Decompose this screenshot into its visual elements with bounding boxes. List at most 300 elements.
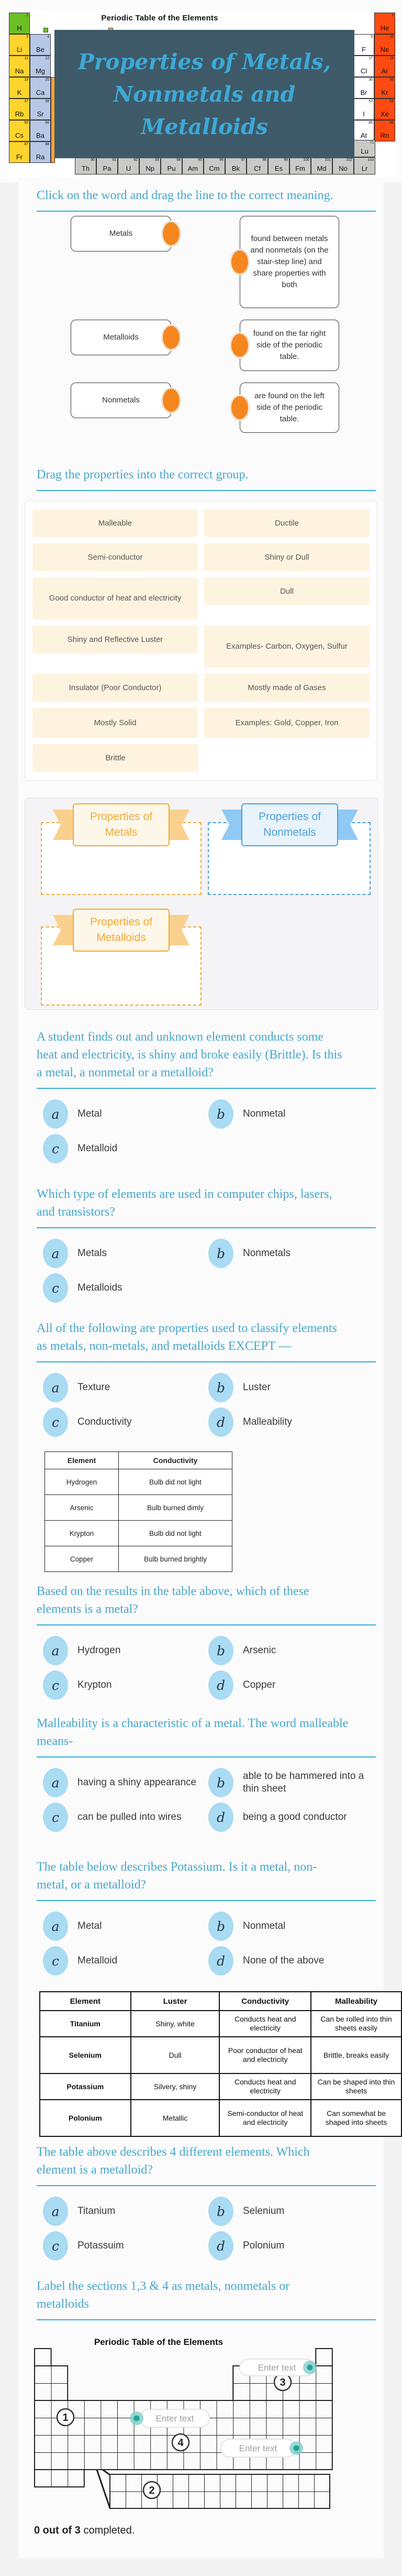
option-b[interactable] — [208, 1912, 376, 1941]
element-number: 53 — [368, 100, 373, 103]
element-number: 103 — [367, 158, 374, 162]
drag-tile[interactable]: Good conductor of heat and electricity — [32, 577, 198, 619]
element-cell-At — [353, 120, 374, 141]
option-label: Luster — [243, 1382, 271, 1393]
drag-instruction-block — [37, 466, 376, 491]
drag-tiles-card — [25, 500, 377, 781]
element-number: 98 — [262, 158, 266, 162]
matching-instruction-block — [37, 187, 376, 212]
question-7 — [37, 2143, 376, 2261]
element-symbol: Kr — [381, 89, 388, 96]
drag-tile[interactable]: Semi-conductor — [32, 543, 198, 571]
element-symbol: Cm — [209, 165, 220, 172]
option-letter-circle[interactable]: a — [43, 1912, 68, 1941]
option-letter-circle[interactable]: d — [208, 1407, 233, 1437]
ribbon-label-line2: Nonmetals — [263, 826, 316, 838]
option-label: able to be hammered into a thin sheet — [243, 1771, 364, 1794]
tile-row — [32, 626, 370, 668]
match-term-metals[interactable]: Metals — [71, 216, 171, 252]
option-b[interactable] — [208, 1636, 376, 1665]
option-b[interactable] — [208, 1373, 376, 1402]
table-cell: Can be shaped into thin sheets — [311, 2073, 401, 2100]
option-d[interactable] — [208, 2231, 376, 2261]
drag-tile[interactable]: Shiny or Dull — [204, 543, 370, 571]
option-d[interactable] — [208, 1671, 376, 1700]
column-header: Element — [45, 1452, 119, 1469]
divider — [37, 1227, 376, 1228]
element-symbol: Lr — [361, 165, 368, 172]
diagram-grid-block — [35, 2349, 51, 2366]
element-cell-Ne — [374, 34, 395, 56]
element-number: 38 — [45, 100, 49, 103]
table-row — [45, 1521, 232, 1546]
column-header: Conductivity — [119, 1452, 232, 1469]
option-letter-circle[interactable]: b — [208, 1099, 233, 1129]
divider — [37, 1361, 376, 1362]
option-label: having a shiny appearance — [77, 1777, 197, 1788]
element-symbol: Ar — [381, 67, 388, 75]
option-b[interactable] — [208, 1239, 376, 1268]
option-label: Conductivity — [77, 1416, 132, 1427]
table-row — [40, 2011, 401, 2037]
table-cell: Bulb did not light — [119, 1521, 232, 1546]
element-cell-Kr — [374, 77, 395, 99]
drag-tile[interactable]: Dull — [204, 577, 370, 605]
option-c[interactable] — [43, 1273, 208, 1303]
table-row — [40, 2037, 401, 2073]
label-input-placeholder: Enter text — [155, 2414, 194, 2424]
element-symbol: Mg — [35, 67, 46, 75]
overlay-title-line2: Nonmetals and — [113, 81, 296, 107]
element-symbol: Lu — [361, 147, 368, 155]
drag-tile[interactable]: Mostly made of Gases — [204, 674, 370, 702]
element-number: 97 — [241, 158, 245, 162]
question-text-line: elements is a metal? — [37, 1602, 138, 1616]
match-definition-handle[interactable] — [230, 395, 250, 421]
element-cell-F — [353, 34, 374, 56]
option-c[interactable] — [43, 1803, 208, 1832]
question-text — [37, 1858, 376, 1894]
option-letter-circle[interactable]: b — [208, 1239, 233, 1268]
element-number: 71 — [370, 141, 374, 145]
element-symbol: Be — [36, 46, 44, 53]
tile-row — [32, 577, 370, 619]
option-c[interactable] — [43, 1407, 208, 1437]
drag-tile[interactable]: Ductile — [204, 509, 370, 537]
overlay-title-line3: Metalloids — [141, 114, 268, 139]
option-letter-circle[interactable]: b — [208, 1768, 233, 1797]
element-number: 18 — [389, 57, 394, 60]
options-grid — [37, 1636, 376, 1700]
question-text-line: as metals, non-metals, and metalloids EXCEPT — — [37, 1339, 292, 1353]
tile-row — [32, 509, 370, 537]
table-cell: Bulb burned brightly — [119, 1546, 232, 1572]
element-number: 56 — [45, 121, 49, 125]
element-number: 93 — [155, 158, 159, 162]
header-periodic-table-image — [8, 9, 395, 177]
option-a[interactable] — [43, 1239, 208, 1268]
question-text-line: The table above describes 4 different elements. Which — [37, 2145, 310, 2159]
option-label: Metal — [77, 1108, 102, 1119]
option-c[interactable] — [43, 2231, 208, 2261]
table-cell: Bulb did not light — [119, 1469, 232, 1495]
matching-instruction: Click on the word and drag the line to the correct meaning. — [37, 189, 333, 202]
option-b[interactable] — [208, 1099, 376, 1129]
option-d[interactable] — [208, 1803, 376, 1832]
element-cell-Cm — [204, 157, 225, 174]
question-3 — [37, 1319, 376, 1437]
option-label: Metal — [77, 1920, 102, 1931]
element-number: 90 — [91, 158, 95, 162]
element-symbol: No — [339, 165, 348, 172]
element-symbol: I — [363, 110, 365, 118]
element-symbol: Ca — [36, 89, 45, 96]
element-number: 10 — [389, 35, 394, 39]
option-letter-circle[interactable]: c — [43, 1946, 68, 1975]
question-text — [37, 1582, 376, 1618]
element-symbol: Pa — [103, 165, 111, 172]
diagram-grid-block — [35, 2366, 68, 2400]
option-letter-circle[interactable]: d — [208, 1671, 233, 1700]
header-image-title: Periodic Table of the Elements — [101, 14, 218, 23]
option-letter-circle[interactable]: b — [208, 1636, 233, 1665]
element-number: 91 — [112, 158, 116, 162]
tile-row — [32, 744, 370, 772]
question-text-line: Malleability is a characteristic of a metal. The word malleable — [37, 1717, 349, 1730]
table-cell: Arsenic — [45, 1495, 119, 1521]
option-letter-circle[interactable]: d — [208, 1946, 233, 1975]
table2-container — [39, 1991, 402, 2137]
option-letter-circle[interactable]: c — [43, 1671, 68, 1700]
element-number: 54 — [389, 100, 394, 103]
element-number: 87 — [24, 143, 28, 146]
ribbon-label-line1: Properties of — [90, 811, 153, 823]
element-symbol: Np — [146, 165, 154, 172]
element-number: 37 — [24, 100, 28, 103]
divider — [37, 1088, 376, 1089]
table-cell: Can be rolled into thin sheets easily — [311, 2011, 401, 2037]
option-a[interactable] — [43, 1912, 208, 1941]
divider — [37, 1900, 376, 1901]
element-cell-Th — [75, 157, 96, 174]
options-grid — [37, 1912, 376, 1975]
table-row — [40, 2100, 401, 2136]
option-c[interactable] — [43, 1946, 208, 1975]
question-text-line: heat and electricity, is shiny and broke easily (Brittle). Is this — [37, 1048, 342, 1062]
element-cell-Sr — [30, 99, 51, 120]
element-cell-Br — [353, 77, 374, 99]
element-number: 100 — [303, 158, 309, 162]
element-symbol: Rn — [380, 132, 389, 139]
option-label: can be pulled into wires — [77, 1811, 182, 1822]
option-letter-circle[interactable]: a — [43, 1373, 68, 1402]
element-symbol: Es — [274, 165, 283, 172]
option-b[interactable] — [208, 1768, 376, 1797]
element-cell-Md — [311, 157, 332, 174]
element-number: 55 — [24, 121, 28, 125]
options-grid — [37, 1768, 376, 1832]
element-number: 88 — [45, 143, 49, 146]
table-row — [45, 1495, 232, 1521]
element-cell-Mg — [30, 56, 51, 77]
diagram-title: Periodic Table of the Elements — [94, 2337, 224, 2347]
match-term-handle[interactable] — [161, 324, 181, 351]
element-number: 96 — [219, 158, 224, 162]
option-letter-circle[interactable]: c — [43, 1134, 68, 1163]
option-letter-circle[interactable]: a — [43, 2197, 68, 2226]
element-cell-He — [374, 13, 395, 34]
option-label: Hydrogen — [77, 1645, 121, 1656]
option-label: Arsenic — [243, 1645, 276, 1656]
question-text-line: a metal, a nonmetal or a metalloid? — [37, 1066, 214, 1079]
divider — [37, 2185, 376, 2186]
element-symbol: Pu — [167, 165, 176, 172]
option-letter-circle[interactable]: c — [43, 1803, 68, 1832]
element-cell-K — [9, 77, 30, 99]
element-cell-I — [353, 99, 374, 120]
element-number: 92 — [133, 158, 138, 162]
element-cell-Ra — [30, 141, 51, 163]
element-number: 12 — [45, 57, 49, 60]
table-row — [45, 1469, 232, 1495]
element-number: 85 — [368, 121, 373, 125]
element-symbol: Cf — [254, 165, 261, 172]
option-a[interactable] — [43, 1768, 208, 1797]
drag-tile[interactable]: Examples: Gold, Copper, Iron — [204, 708, 370, 738]
match-definition-handle[interactable] — [230, 249, 250, 275]
input-anchor-dot[interactable] — [307, 2365, 313, 2371]
element-symbol: Ne — [380, 46, 389, 53]
match-definition[interactable]: found between metals and nonmetals (on the stair-step line) and share properties with both — [240, 216, 339, 308]
element-symbol: Ba — [36, 132, 44, 139]
element-cell-Ba — [30, 120, 51, 141]
table-cell: Polonium — [40, 2100, 131, 2136]
element-cell-Lu — [354, 140, 375, 157]
drop-zones-card — [25, 798, 378, 1010]
diagram-grid-block — [316, 2349, 332, 2366]
option-c[interactable] — [43, 1671, 208, 1700]
match-term-handle[interactable] — [161, 221, 181, 247]
label-instruction-line: metalloids — [37, 2297, 89, 2311]
option-letter-circle[interactable]: b — [208, 2197, 233, 2226]
question-text-line: metal, or a metalloid? — [37, 1878, 147, 1892]
option-label: Metalloids — [77, 1282, 122, 1293]
element-cell-Pu — [161, 157, 182, 174]
element-symbol: Sr — [37, 110, 44, 118]
element-cell-Bk — [225, 157, 247, 174]
element-number: 11 — [24, 57, 28, 60]
table-cell: Copper — [45, 1546, 119, 1572]
question-text-line: Based on the results in the table above, which of these — [37, 1585, 309, 1598]
table1 — [44, 1451, 232, 1572]
question-text-line: Which type of elements are used in computer chips, lasers, — [37, 1187, 332, 1201]
table-cell: Krypton — [45, 1521, 119, 1546]
question-5 — [37, 1715, 376, 1832]
element-cell-Np — [139, 157, 161, 174]
option-letter-circle[interactable]: a — [43, 1636, 68, 1665]
element-symbol: U — [126, 165, 131, 172]
option-d[interactable] — [208, 1946, 376, 1975]
option-letter-circle[interactable]: c — [43, 2231, 68, 2261]
drag-tile[interactable]: Malleable — [32, 509, 198, 537]
element-number: 2 — [392, 14, 394, 17]
element-symbol: Br — [360, 89, 367, 96]
question-text-line: A student finds out and unknown element conducts some — [37, 1030, 323, 1044]
completion-count: 0 out of 3 — [34, 2525, 81, 2536]
element-symbol: F — [362, 46, 366, 53]
table-cell: Shiny, white — [131, 2011, 220, 2037]
diagram-grid-block — [35, 2470, 84, 2487]
element-symbol: Bk — [231, 165, 240, 172]
table-cell: Hydrogen — [45, 1469, 119, 1495]
element-cell-Rb — [9, 99, 30, 120]
section-number-1: 1 — [62, 2412, 69, 2424]
table-cell: Silvery, shiny — [131, 2073, 220, 2100]
element-number: 20 — [45, 78, 49, 82]
element-number: 99 — [284, 158, 288, 162]
drag-instruction: Drag the properties into the correct group. — [37, 468, 249, 482]
drag-tile[interactable]: Shiny and Reflective Luster — [32, 626, 198, 653]
element-number: 86 — [389, 121, 394, 125]
option-a[interactable] — [43, 1099, 208, 1129]
ribbon-label-line1: Properties of — [258, 811, 321, 823]
option-letter-circle[interactable]: d — [208, 2231, 233, 2261]
element-cell-H — [9, 13, 30, 34]
element-cell-Lr — [354, 157, 375, 174]
table-cell: Conducts heat and electricity — [219, 2073, 311, 2100]
element-cell-Be — [30, 34, 51, 56]
question-2 — [37, 1185, 376, 1303]
element-cell-Cl — [353, 56, 374, 77]
option-letter-circle[interactable]: b — [208, 1912, 233, 1941]
drag-tile[interactable]: Insulator (Poor Conductor) — [32, 674, 198, 702]
drag-tile[interactable]: Mostly Solid — [32, 708, 198, 738]
drag-tile[interactable]: Brittle — [32, 744, 198, 772]
question-text — [37, 1185, 376, 1221]
ribbon-label-line2: Metals — [105, 826, 138, 838]
element-cell-Pa — [96, 157, 118, 174]
option-c[interactable] — [43, 1134, 208, 1163]
element-number: 35 — [368, 78, 373, 82]
question-text — [37, 1028, 376, 1082]
element-symbol: Na — [15, 67, 24, 75]
element-number: 1 — [26, 14, 28, 17]
table-cell: Dull — [131, 2037, 220, 2073]
label-instruction-line: Label the sections 1,3 & 4 as metals, nonmetals or — [37, 2279, 290, 2293]
question-text-line: and transistors? — [37, 1205, 115, 1219]
match-term-metalloids[interactable]: Metalloids — [71, 320, 171, 355]
option-a[interactable] — [43, 2197, 208, 2226]
match-term-handle[interactable] — [161, 387, 181, 413]
element-number: 101 — [325, 158, 331, 162]
element-cell-Ca — [30, 77, 51, 99]
match-definition-handle[interactable] — [230, 332, 250, 358]
section-number-4: 4 — [177, 2437, 184, 2449]
option-a[interactable] — [43, 1636, 208, 1665]
label-instruction-block — [37, 2277, 376, 2320]
fblock-connector-line — [103, 2470, 110, 2475]
option-letter-circle[interactable]: a — [43, 1099, 68, 1129]
fblock-connector-line — [97, 2470, 110, 2508]
element-symbol: At — [360, 132, 367, 139]
option-letter-circle[interactable]: b — [208, 1373, 233, 1402]
input-anchor-dot[interactable] — [134, 2416, 140, 2421]
option-label: Copper — [243, 1679, 276, 1690]
table2 — [39, 1991, 402, 2137]
divider — [37, 2319, 376, 2320]
options-grid — [37, 2197, 376, 2261]
question-6 — [37, 1858, 376, 1975]
question-text — [37, 2143, 376, 2179]
label-input-placeholder: Enter text — [258, 2363, 296, 2373]
element-number: 19 — [24, 78, 28, 82]
table-cell: Brittle, breaks easily — [311, 2037, 401, 2073]
element-number: 17 — [368, 57, 373, 60]
table-cell: Can somewhat be shaped into sheets — [311, 2100, 401, 2136]
label-input-placeholder: Enter text — [239, 2443, 277, 2453]
element-symbol: Xe — [381, 110, 389, 118]
question-text-line: The table below describes Potassium. Is it a metal, non- — [37, 1860, 317, 1874]
element-number: 94 — [176, 158, 181, 162]
match-definition[interactable]: found on the far right side of the periodic table. — [240, 320, 339, 371]
element-cell-Fm — [289, 157, 311, 174]
option-label: being a good conductor — [243, 1811, 347, 1822]
options-grid — [37, 1239, 376, 1303]
element-symbol: Ra — [36, 153, 45, 161]
option-a[interactable] — [43, 1373, 208, 1402]
tile-row — [32, 543, 370, 571]
match-definition[interactable]: are found on the left side of the periodic table. — [240, 383, 339, 433]
option-letter-circle[interactable]: c — [43, 1273, 68, 1303]
element-symbol: Rb — [15, 110, 24, 118]
option-label: Texture — [77, 1382, 110, 1393]
option-label: Metalloid — [77, 1955, 118, 1966]
option-letter-circle[interactable]: a — [43, 1768, 68, 1797]
element-symbol: Th — [81, 165, 90, 172]
legend-swatch-green — [43, 28, 48, 32]
section-number-3: 3 — [280, 2377, 286, 2388]
zone-ribbon-nonmetals — [241, 803, 338, 846]
option-d[interactable] — [208, 1407, 376, 1437]
option-letter-circle[interactable]: c — [43, 1407, 68, 1437]
divider — [37, 1624, 376, 1625]
match-term-nonmetals[interactable]: Nonmetals — [71, 383, 171, 418]
option-b[interactable] — [208, 2197, 376, 2226]
element-number: 95 — [198, 158, 202, 162]
element-cell-Cf — [247, 157, 268, 174]
option-letter-circle[interactable]: a — [43, 1239, 68, 1268]
matching-exercise — [0, 216, 402, 436]
option-letter-circle[interactable]: d — [208, 1803, 233, 1832]
question-4 — [37, 1582, 376, 1700]
option-label: Metalloid — [77, 1143, 118, 1154]
options-grid — [37, 1099, 376, 1163]
input-anchor-dot[interactable] — [294, 2446, 299, 2451]
option-label: Krypton — [77, 1679, 112, 1690]
question-text-line: means- — [37, 1734, 73, 1748]
table-cell: Potassium — [40, 2073, 131, 2100]
element-number: 36 — [389, 78, 394, 82]
column-header: Luster — [131, 1992, 220, 2011]
element-symbol: K — [17, 89, 22, 96]
option-label: Potassuim — [77, 2240, 124, 2251]
option-label: Metals — [77, 1248, 107, 1259]
element-cell-Na — [9, 56, 30, 77]
element-cell-Xe — [374, 99, 395, 120]
divider — [37, 1756, 376, 1758]
drag-tile[interactable]: Examples- Carbon, Oxygen, Sulfur — [204, 626, 370, 668]
element-symbol: Cl — [360, 67, 367, 75]
